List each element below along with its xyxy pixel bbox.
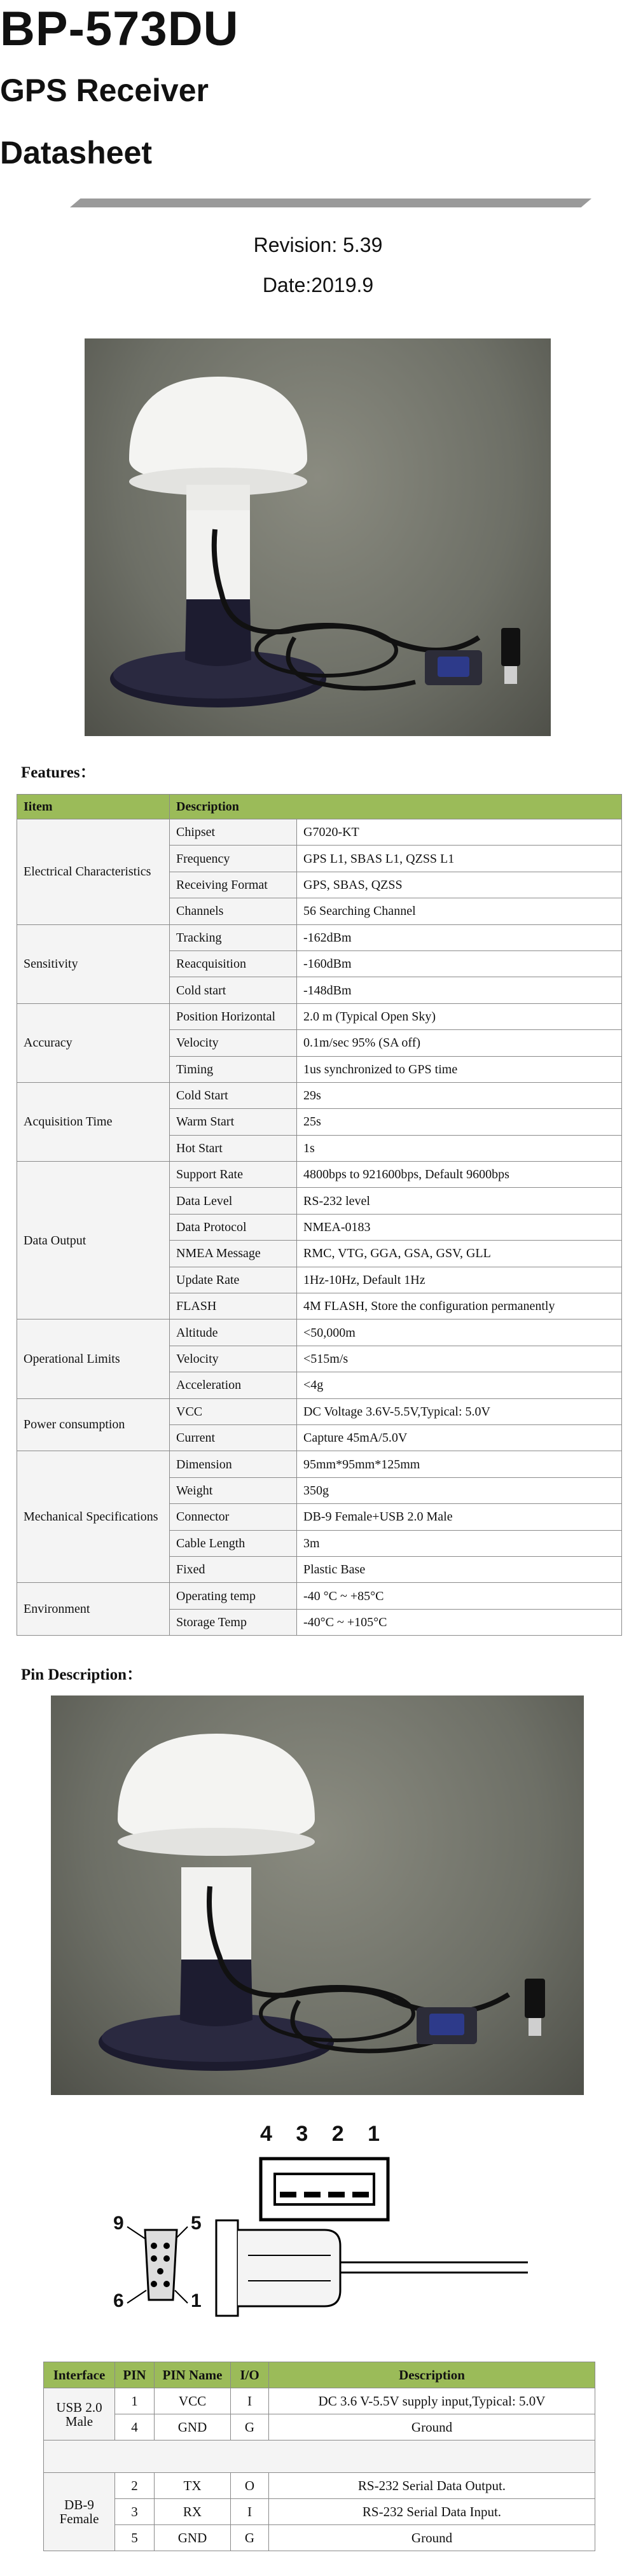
product-subtitle: GPS Receiver [0,73,209,108]
feature-value: 3m [297,1530,622,1556]
feature-value: 1us synchronized to GPS time [297,1056,622,1082]
feature-label: Timing [170,1056,297,1082]
features-table [17,794,622,1636]
pin-io: I [231,2499,269,2525]
feature-value: 4M FLASH, Store the configuration permanently [297,1293,622,1319]
feature-value: -148dBm [297,977,622,1003]
feature-label: Hot Start [170,1135,297,1161]
feature-value: -162dBm [297,924,622,950]
date-label: Date:2019.9 [262,274,374,296]
table-row [17,1319,622,1346]
pin-io: G [231,2525,269,2551]
feature-value: 1Hz-10Hz, Default 1Hz [297,1267,622,1293]
pin-description: Ground [269,2525,595,2551]
feature-value: GPS, SBAS, QZSS [297,872,622,898]
pin-header-pin: PIN [115,2362,155,2388]
pin-header-interface: Interface [44,2362,115,2388]
feature-label: Altitude [170,1319,297,1346]
pin-interface: USB 2.0 Male [44,2388,115,2440]
feature-label: NMEA Message [170,1241,297,1267]
table-row [17,819,622,846]
features-heading: Features： [21,764,96,781]
feature-value: 2.0 m (Typical Open Sky) [297,1003,622,1029]
feature-value: 95mm*95mm*125mm [297,1451,622,1477]
usb-pin-numbers: 4 3 2 1 [260,2122,389,2146]
pin-io: I [231,2388,269,2414]
pin-name: RX [155,2499,231,2525]
feature-value: RMC, VTG, GGA, GSA, GSV, GLL [297,1241,622,1267]
feature-label: Chipset [170,819,297,846]
pin-description: Ground [269,2414,595,2440]
feature-label: Support Rate [170,1162,297,1188]
db9-pin-label-5: 5 [191,2213,202,2234]
table-row [17,1398,622,1424]
product-photo [85,338,551,736]
pin-header-pin-name: PIN Name [155,2362,231,2388]
feature-label: Tracking [170,924,297,950]
pin-name: VCC [155,2388,231,2414]
feature-label: Receiving Format [170,872,297,898]
feature-label: Cold start [170,977,297,1003]
feature-label: VCC [170,1398,297,1424]
feature-value: Plastic Base [297,1556,622,1582]
feature-label: Operating temp [170,1583,297,1609]
table-row [44,2388,595,2414]
pin-description-heading: Pin Description： [21,1666,142,1683]
pin-description-table [43,2362,595,2551]
feature-value: 1s [297,1135,622,1161]
feature-value: -40 °C ~ +85°C [297,1583,622,1609]
db9-pinout-diagram [95,2195,541,2341]
pin-io: G [231,2414,269,2440]
feature-label: Frequency [170,846,297,872]
pin-header-io: I/O [231,2362,269,2388]
column-header-item: Iitem [17,795,170,819]
pin-number: 1 [115,2388,155,2414]
pin-header-description: Description [269,2362,595,2388]
document-type-title: Datasheet [0,135,152,171]
feature-value: 29s [297,1082,622,1108]
feature-value: 4800bps to 921600bps, Default 9600bps [297,1162,622,1188]
feature-value: 25s [297,1109,622,1135]
pin-description: RS-232 Serial Data Input. [269,2499,595,2525]
feature-label: Velocity [170,1030,297,1056]
pin-number: 5 [115,2525,155,2551]
feature-label: Fixed [170,1556,297,1582]
db9-connector-icon [95,2195,541,2341]
feature-value: RS-232 level [297,1188,622,1214]
feature-label: Connector [170,1504,297,1530]
feature-category: Sensitivity [17,924,170,1003]
title-divider [70,198,591,207]
feature-category: Environment [17,1583,170,1636]
feature-label: Storage Temp [170,1609,297,1635]
feature-category: Data Output [17,1162,170,1319]
feature-label: Acceleration [170,1372,297,1398]
pin-description: RS-232 Serial Data Output. [269,2473,595,2499]
feature-label: Current [170,1424,297,1451]
table-row [17,1583,622,1609]
table-row [44,2414,595,2440]
pin-name: GND [155,2414,231,2440]
feature-category: Operational Limits [17,1319,170,1398]
feature-label: FLASH [170,1293,297,1319]
feature-value: GPS L1, SBAS L1, QZSS L1 [297,846,622,872]
table-row [44,2473,595,2499]
db9-pin-label-9: 9 [113,2213,124,2234]
feature-value: G7020-KT [297,819,622,846]
table-row [17,1451,622,1477]
feature-label: Update Rate [170,1267,297,1293]
feature-category: Power consumption [17,1398,170,1451]
feature-value: 56 Searching Channel [297,898,622,924]
table-row [44,2499,595,2525]
pin-name: GND [155,2525,231,2551]
pin-number: 3 [115,2499,155,2525]
feature-value: <515m/s [297,1346,622,1372]
db9-pin-label-1: 1 [191,2290,202,2311]
feature-category: Acquisition Time [17,1082,170,1161]
pin-name: TX [155,2473,231,2499]
feature-label: Position Horizontal [170,1003,297,1029]
table-row [17,1082,622,1108]
feature-label: Data Protocol [170,1214,297,1240]
feature-value: -40°C ~ +105°C [297,1609,622,1635]
feature-label: Data Level [170,1188,297,1214]
feature-category: Mechanical Specifications [17,1451,170,1583]
table-row [17,1003,622,1029]
table-row [17,924,622,950]
table-row [44,2525,595,2551]
pin-io: O [231,2473,269,2499]
feature-label: Weight [170,1477,297,1503]
feature-label: Dimension [170,1451,297,1477]
feature-value: <50,000m [297,1319,622,1346]
product-model-title: BP-573DU [0,2,239,56]
pin-table-header [44,2362,595,2388]
table-spacer-cell [44,2440,595,2473]
db9-pin-label-6: 6 [113,2290,124,2311]
feature-category: Accuracy [17,1003,170,1082]
feature-label: Warm Start [170,1109,297,1135]
feature-label: Reacquisition [170,950,297,977]
feature-value: <4g [297,1372,622,1398]
feature-value: Capture 45mA/5.0V [297,1424,622,1451]
feature-label: Cold Start [170,1082,297,1108]
table-spacer-row [44,2440,595,2473]
feature-label: Channels [170,898,297,924]
feature-category: Electrical Characteristics [17,819,170,925]
feature-label: Cable Length [170,1530,297,1556]
feature-value: DC Voltage 3.6V-5.5V,Typical: 5.0V [297,1398,622,1424]
feature-label: Velocity [170,1346,297,1372]
column-header-description: Description [170,795,622,819]
feature-value: NMEA-0183 [297,1214,622,1240]
feature-value: -160dBm [297,950,622,977]
revision-label: Revision: 5.39 [253,233,383,256]
table-row [17,1162,622,1188]
pin-number: 2 [115,2473,155,2499]
feature-value: 0.1m/sec 95% (SA off) [297,1030,622,1056]
pin-number: 4 [115,2414,155,2440]
feature-value: 350g [297,1477,622,1503]
product-photo-pin-section [51,1695,584,2095]
pin-interface: DB-9 Female [44,2473,115,2551]
features-table-header [17,795,622,819]
feature-value: DB-9 Female+USB 2.0 Male [297,1504,622,1530]
pin-description: DC 3.6 V-5.5V supply input,Typical: 5.0V [269,2388,595,2414]
